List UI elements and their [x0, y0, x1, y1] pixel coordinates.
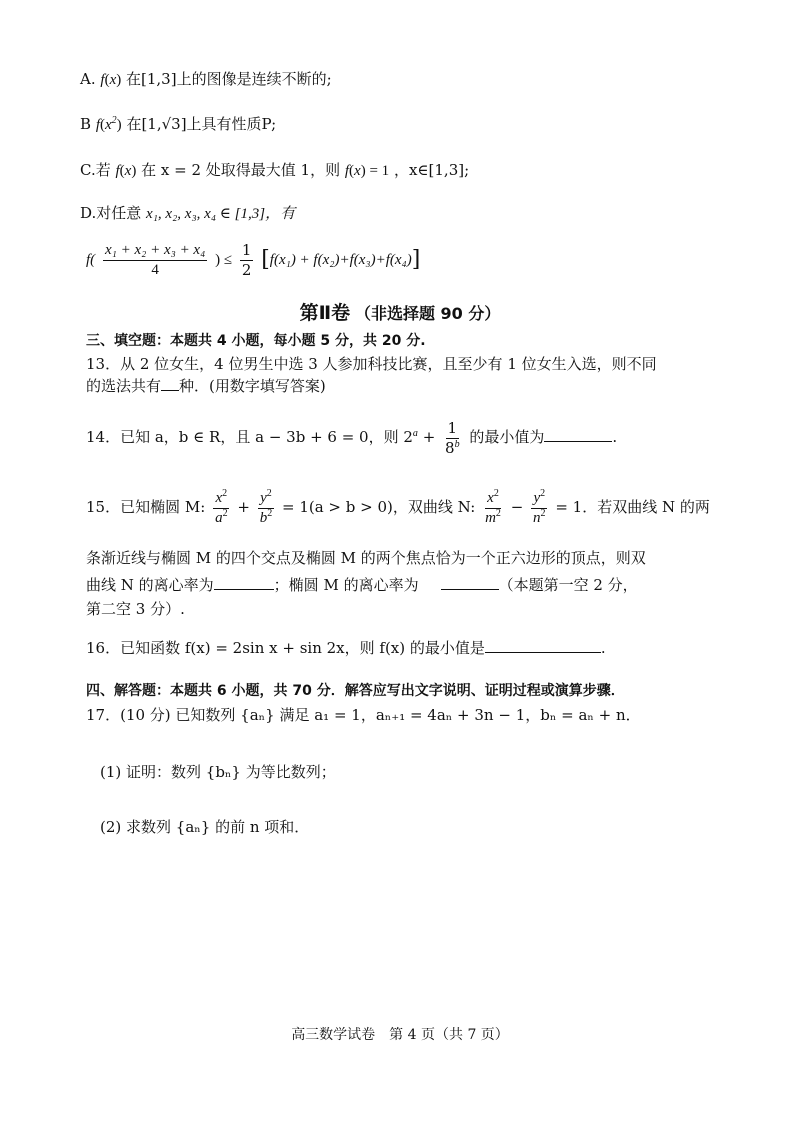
q15-line2: 条渐近线与椭圆 M 的四个交点及椭圆 M 的两个焦点恰为一个正六边形的顶点，则双 [86, 549, 646, 567]
option-d-label: D.对任意 [80, 204, 142, 222]
option-a: A. f(x) 在[1,3]上的图像是连续不断的; [80, 70, 332, 88]
q14: 14．已知 a，b ∈ R，且 a − 3b + 6 = 0，则 $2^a$ + $\frac{1}{8^b}$ 的最小值为 . [86, 419, 618, 457]
option-b: B $f(x^2)$ 在[1,√3]上具有性质P; [80, 115, 277, 133]
q13-line2: 的选法共有 种．(用数字填写答案) [86, 377, 326, 395]
option-a-text: 在[1,3]上的图像是连续不断的; [126, 70, 332, 88]
half-fraction: $\frac{1}{2}$ [241, 241, 252, 279]
q15-line4: 第二空 3 分）. [86, 600, 185, 618]
option-b-label: B [80, 115, 92, 133]
option-a-func: f [100, 72, 105, 88]
option-a-label: A. [80, 70, 96, 88]
section4-title: 四、解答题：本题共 6 小题，共 70 分．解答应写出文字说明、证明过程或演算步骤． [86, 683, 625, 699]
q15-frac-yn: $\frac{y^2}{n^2}$ [533, 488, 546, 526]
option-d [80, 206, 295, 222]
part2-sub: （非选择题 90 分） [354, 304, 501, 323]
q17-part1: (1) 证明：数列 {bₙ} 为等比数列； [100, 763, 336, 781]
q16: 16．已知函数 f(x) = 2sin x + sin 2x，则 f(x) 的最小值是 . [86, 639, 606, 657]
inequality-rhs: f(x₁) + f(x₂)+f(x₃)+f(x₄) [269, 252, 412, 268]
q16-blank [485, 651, 601, 653]
q15-blank-1 [214, 588, 274, 590]
mean-fraction: $\frac{\text{x₁ + x₂ + x₃ + x₄}}{4}$ [104, 242, 206, 278]
q15-frac-x: $\frac{x^2}{a^2}$ [215, 488, 228, 526]
q14-fraction: $\frac{1}{8^b}$ [445, 419, 460, 457]
part2-title [0, 298, 800, 325]
q17-part2: (2) 求数列 {aₙ} 的前 n 项和． [100, 818, 310, 836]
q15-line3: 曲线 N 的离心率为 ；椭圆 M 的离心率为 （本题第一空 2 分， [86, 576, 638, 594]
page-footer: 高三数学试卷 第 4 页（共 7 页） [291, 1027, 509, 1043]
part2-main: 第Ⅱ卷 [299, 302, 351, 324]
q13-line1: 13．从 2 位女生，4 位男生中选 3 人参加科技比赛，且至少有 1 位女生入选，则不同 [86, 355, 657, 373]
option-c-mid: 在 x = 2 处取得最大值 1，则 [141, 161, 341, 179]
q15-blank-2 [441, 588, 499, 590]
inequality: f( $\frac{\text{x₁ + x₂ + x₃ + x₄}}{4}$ ) ≤ $\frac{1}{2}$ [f(x₁) + f(x₂)+f(x₃)+f(x₄)] [86, 241, 421, 279]
option-b-text: 在[1,√3]上具有性质P; [126, 115, 277, 133]
q17-line1: 17．(10 分) 已知数列 {aₙ} 满足 a₁ = 1，aₙ₊₁ = 4aₙ + 3n − 1，bₙ = aₙ + n． [86, 706, 641, 724]
q15-line1: 15．已知椭圆 M: $\frac{x^2}{a^2}$ + $\frac{y^2}{b^2}$ = 1(a > b > 0)，双曲线 N: $\frac{x^2}{m^2}$ − $\frac{y^2}{n^2}$ = 1．若双曲线 N 的两 [86, 488, 710, 526]
q14-blank [544, 440, 612, 442]
q15-frac-y: $\frac{y^2}{b^2}$ [259, 488, 273, 526]
option-c-label: C.若 [80, 161, 111, 179]
q13-blank [161, 389, 179, 391]
option-d-vars: x₁, x₂, x₃, x₄ ∈ [1,3]，有 [146, 206, 296, 222]
option-c: C.若 f(x) 在 x = 2 处取得最大值 1，则 f(x) = 1 ，x∈[1,3]; [80, 161, 470, 179]
section3-title: 三、填空题：本题共 4 小题，每小题 5 分，共 20 分. [86, 333, 426, 349]
q15-frac-xm: $\frac{x^2}{m^2}$ [485, 488, 501, 526]
option-c-end: ，x∈[1,3]; [393, 161, 470, 179]
